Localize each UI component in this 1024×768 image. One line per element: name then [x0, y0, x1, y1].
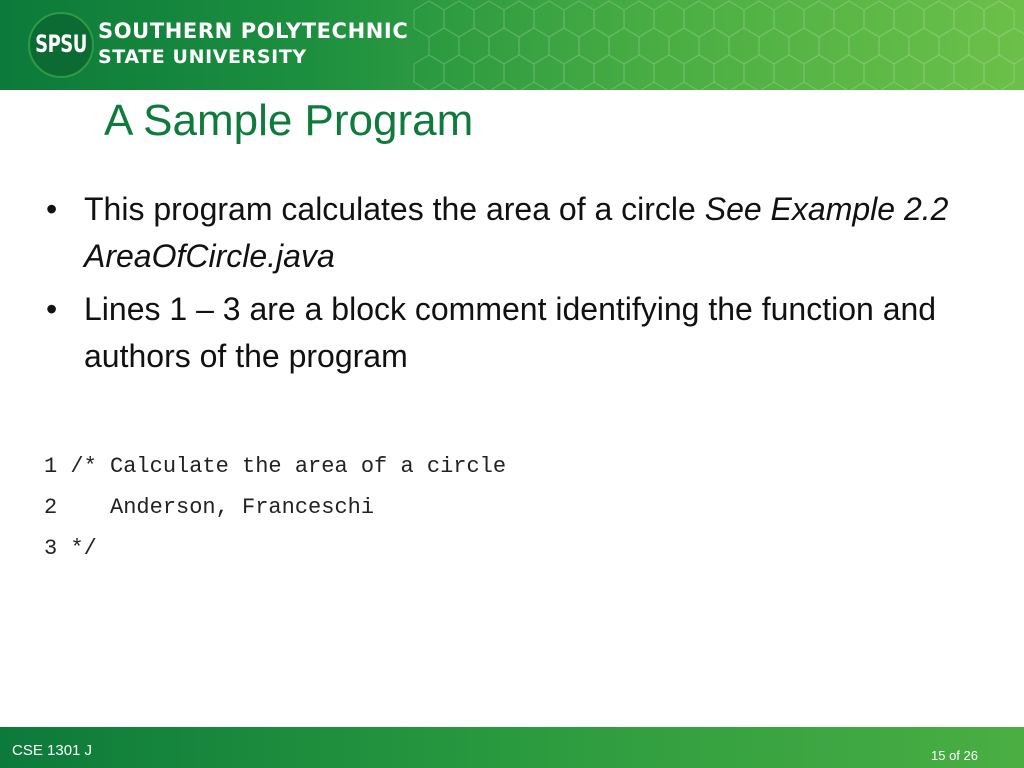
footer-bar [0, 727, 1024, 768]
university-name-line1: SOUTHERN POLYTECHNIC [98, 19, 409, 43]
code-line: 1 /* Calculate the area of a circle [44, 454, 507, 479]
code-line: 2 Anderson, Franceschi [44, 495, 375, 520]
bullet-text: Lines 1 – 3 are a block comment identifying the function and authors of the program [84, 291, 937, 374]
bullet-list [42, 186, 982, 386]
bullet-text: This program calculates the area of a circle [84, 191, 705, 227]
spsu-logo-badge [28, 12, 94, 78]
bullet-dot-icon: • [46, 191, 58, 227]
bullet-item [42, 286, 982, 380]
logo-badge-text: SPSU [35, 30, 87, 59]
course-label: CSE 1301 J [12, 742, 93, 759]
code-block [44, 450, 506, 573]
university-name-line2: STATE UNIVERSITY [98, 46, 307, 68]
bullet-italic-reference: See Example 2.2 AreaOfCircle.java [84, 191, 949, 274]
slide-title: A Sample Program [104, 96, 474, 145]
header-banner [0, 0, 1024, 90]
page-number: 15 of 26 [931, 748, 978, 763]
bullet-dot-icon: • [46, 291, 58, 327]
code-line: 3 */ [44, 536, 97, 561]
bullet-item [42, 186, 982, 280]
hexagon-pattern [404, 0, 1024, 90]
